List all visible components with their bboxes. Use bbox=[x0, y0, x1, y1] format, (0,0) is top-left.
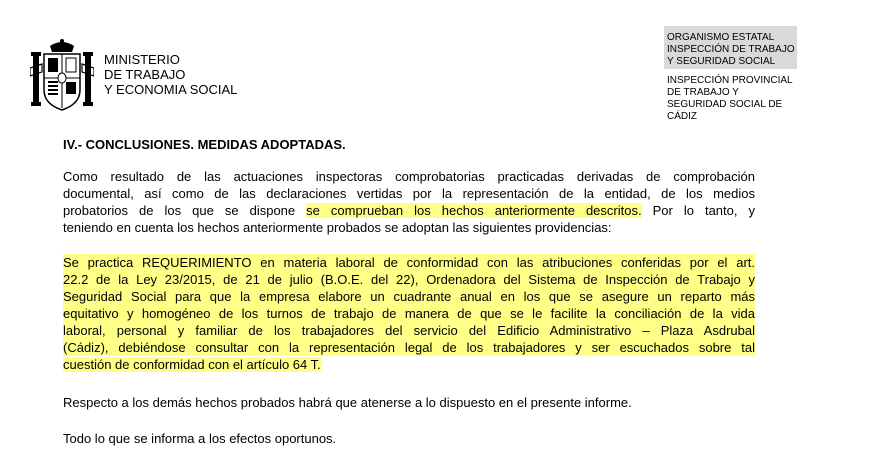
organism-line: Y SEGURIDAD SOCIAL bbox=[667, 56, 776, 67]
organism-line: INSPECCIÓN DE TRABAJO bbox=[667, 44, 795, 55]
coat-of-arms-icon bbox=[30, 38, 94, 114]
provincial-line: INSPECCIÓN PROVINCIAL bbox=[667, 75, 793, 86]
highlighted-text: Se practica REQUERIMIENTO en materia laboral de conformidad con las atribuciones conferidas por el art. bbox=[63, 255, 755, 270]
provincial-office bbox=[667, 75, 793, 123]
text-segment: probatorios de los que se dispone bbox=[63, 203, 307, 218]
provincial-line: CÁDIZ bbox=[667, 111, 697, 122]
highlighted-text: se comprueban los hechos anteriormente descritos. bbox=[306, 203, 642, 218]
paragraph-other-facts: Respecto a los demás hechos probados habrá que atenerse a lo dispuesto en el presente informe. bbox=[63, 395, 632, 410]
text-line: documental, así como de las declaraciones vertidas por la representación de la entidad, de los medios bbox=[63, 186, 755, 201]
paragraph-closing: Todo lo que se informa a los efectos oportunos. bbox=[63, 431, 337, 446]
highlighted-text: 22.2 de la Ley 23/2015, de 21 de julio (B.O.E. del 22), Ordenadora del Sistema de Inspección de Trabajo y bbox=[63, 272, 755, 287]
ministry-name bbox=[104, 52, 237, 97]
organism-line: ORGANISMO ESTATAL bbox=[667, 32, 775, 43]
organism-box bbox=[664, 26, 797, 69]
section-title: IV.- CONCLUSIONES. MEDIDAS ADOPTADAS. bbox=[63, 137, 346, 152]
text-line: teniendo en cuenta los hechos anteriormente probados se adoptan las siguientes providencias: bbox=[63, 220, 612, 235]
paragraph-results bbox=[63, 168, 755, 236]
provincial-line: DE TRABAJO Y bbox=[667, 87, 739, 98]
text-line: Como resultado de las actuaciones inspectoras comprobatorias practicadas derivadas de comprobación bbox=[63, 169, 755, 184]
provincial-line: SEGURIDAD SOCIAL DE bbox=[667, 99, 783, 110]
text-line bbox=[63, 202, 755, 219]
ministry-line: MINISTERIO bbox=[104, 52, 180, 67]
highlighted-text: Seguridad Social para que la empresa elabore un cuadrante anual en los que se asegure un reparto más bbox=[63, 289, 755, 304]
paragraph-requirement bbox=[63, 254, 755, 373]
ministry-line: Y ECONOMIA SOCIAL bbox=[104, 82, 238, 97]
highlighted-text: (Cádiz), debiéndose consultar con la representación legal de los trabajadores y ser escuchados sobre tal bbox=[63, 340, 755, 355]
highlighted-text: equitativo y homogéneo de los turnos de trabajo de manera de que se le facilite la conciliación de la vida bbox=[63, 306, 755, 321]
highlighted-text: laboral, personal y familiar de los trabajadores del servicio del Edificio Administrativo – Plaza Asdrubal bbox=[63, 323, 755, 338]
highlighted-text: cuestión de conformidad con el artículo 64 T. bbox=[63, 357, 321, 372]
ministry-line: DE TRABAJO bbox=[104, 67, 186, 82]
text-segment: Por lo tanto, y bbox=[641, 203, 755, 218]
